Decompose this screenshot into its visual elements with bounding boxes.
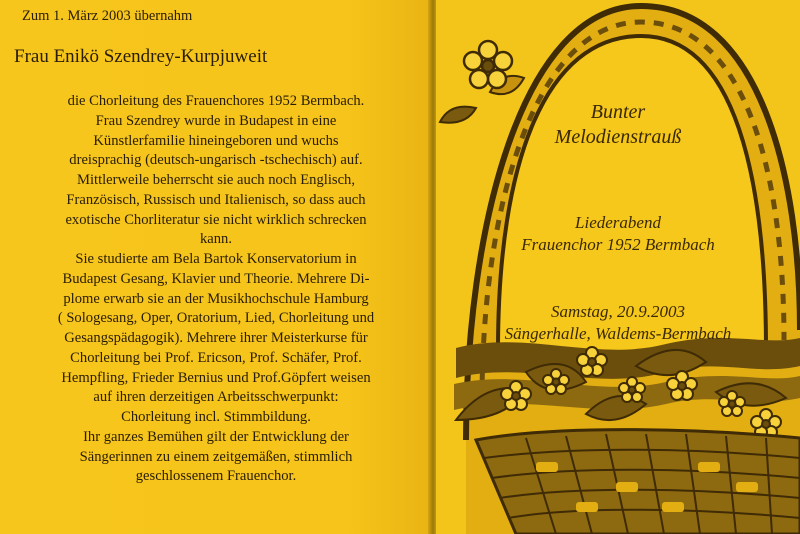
cover-title-line1: Bunter	[590, 101, 646, 123]
bio-line: Frau Szendrey wurde in Budapest in eine	[95, 112, 337, 129]
bio-line: Gesangspädagogik). Mehrere ihrer Meisterkurse für	[64, 330, 368, 346]
bio-line: Chorleitung incl. Stimmbildung.	[121, 409, 311, 425]
bio-line: ( Sologesang, Oper, Oratorium, Lied, Chorleitung und	[57, 310, 375, 327]
cover-page	[436, 0, 800, 534]
basket-body	[476, 430, 800, 534]
event-type: Liederabend	[575, 213, 661, 232]
basket-illustration	[436, 0, 800, 534]
conductor-name: Frau Enikö Szendrey-Kurpjuweit	[14, 46, 268, 67]
bio-line: geschlossenem Frauenchor.	[135, 468, 297, 485]
bio-line: Mittlerweile beherrscht sie auch noch Englisch,	[76, 172, 355, 188]
bio-line: Französisch, Russisch und Italienisch, so dass auch	[66, 191, 366, 208]
biography-text	[10, 92, 422, 487]
event-venue: Sängerhalle, Waldems-Bermbach	[504, 324, 732, 343]
cover-title-line2: Melodienstrauß	[554, 126, 682, 148]
intro-line: Zum 1. März 2003 übernahm	[22, 8, 193, 24]
bio-line: Hempfling, Frieder Bernius und Prof.Göpfert weisen	[61, 369, 371, 386]
bio-line: auf ihren derzeitigen Arbeitsschwerpunkt:	[93, 389, 339, 406]
choir-name: Frauenchor 1952 Bermbach	[521, 235, 715, 254]
event-date: Samstag, 20.9.2003	[550, 302, 686, 321]
bio-line: dreisprachig (deutsch-ungarisch -tschechisch) auf.	[69, 152, 363, 169]
handle-flower	[464, 41, 512, 88]
bio-line: kann.	[199, 231, 233, 248]
bio-line: Ihr ganzes Bemühen gilt der Entwicklung der	[83, 428, 349, 445]
bio-line: Budapest Gesang, Klavier und Theorie. Mehrere Di-	[62, 270, 370, 287]
bio-line: plome erwarb sie an der Musikhochschule Hamburg	[63, 290, 369, 307]
bio-line: exotische Chorliteratur sie nicht wirklich schrecken	[65, 211, 367, 228]
bio-line: Chorleitung bei Prof. Ericson, Prof. Schäfer, Prof.	[70, 349, 362, 366]
bio-line: Sie studierte am Bela Bartok Konservatorium in	[75, 251, 357, 267]
bio-line: Sängerinnen zu einem zeitgemäßen, stimmlich	[79, 448, 353, 465]
bio-line: die Chorleitung des Frauenchores 1952 Bermbach.	[67, 93, 365, 109]
bio-line: Künstlerfamilie hineingeboren und wuchs	[93, 132, 339, 149]
